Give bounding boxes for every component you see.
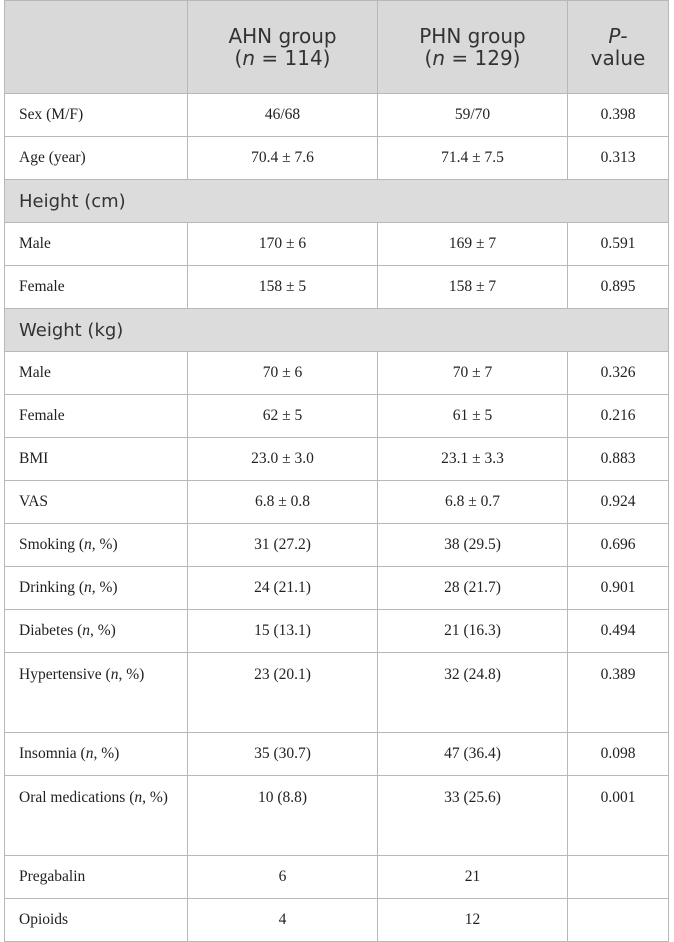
section-label: Weight (kg)	[5, 309, 669, 352]
row-label: Opioids	[5, 899, 188, 942]
ahn-value: 62 ± 5	[188, 395, 378, 438]
phn-value: 32 (24.8)	[378, 653, 568, 733]
ahn-value: 70.4 ± 7.6	[188, 137, 378, 180]
table-row	[5, 395, 669, 438]
p-value: 0.098	[568, 733, 669, 776]
row-label: Oral medications (n, %)	[5, 776, 188, 856]
header-blank	[5, 1, 188, 94]
table-header-row	[5, 1, 669, 94]
phn-value: 33 (25.6)	[378, 776, 568, 856]
header-ahn-group: AHN group (n = 114)	[188, 1, 378, 94]
row-label: BMI	[5, 438, 188, 481]
section-row-height	[5, 180, 669, 223]
row-label: Smoking (n, %)	[5, 524, 188, 567]
row-label: Sex (M/F)	[5, 94, 188, 137]
table-row	[5, 776, 669, 856]
ahn-value: 46/68	[188, 94, 378, 137]
row-label: Male	[5, 352, 188, 395]
table-row	[5, 223, 669, 266]
section-row-weight	[5, 309, 669, 352]
p-value: 0.326	[568, 352, 669, 395]
table-row	[5, 481, 669, 524]
row-label: Insomnia (n, %)	[5, 733, 188, 776]
ahn-value: 35 (30.7)	[188, 733, 378, 776]
phn-value: 28 (21.7)	[378, 567, 568, 610]
header-phn-group: PHN group (n = 129)	[378, 1, 568, 94]
ahn-value: 158 ± 5	[188, 266, 378, 309]
phn-value: 38 (29.5)	[378, 524, 568, 567]
table-row	[5, 137, 669, 180]
ahn-value: 70 ± 6	[188, 352, 378, 395]
phn-value: 70 ± 7	[378, 352, 568, 395]
p-value	[568, 899, 669, 942]
phn-value: 6.8 ± 0.7	[378, 481, 568, 524]
table-row	[5, 94, 669, 137]
ahn-value: 4	[188, 899, 378, 942]
phn-value: 169 ± 7	[378, 223, 568, 266]
row-label: Female	[5, 266, 188, 309]
ahn-value: 24 (21.1)	[188, 567, 378, 610]
row-label: Female	[5, 395, 188, 438]
ahn-value: 10 (8.8)	[188, 776, 378, 856]
p-value	[568, 856, 669, 899]
row-label: Hypertensive (n, %)	[5, 653, 188, 733]
ahn-value: 6	[188, 856, 378, 899]
ahn-value: 6.8 ± 0.8	[188, 481, 378, 524]
p-value: 0.591	[568, 223, 669, 266]
table-row	[5, 352, 669, 395]
p-value: 0.924	[568, 481, 669, 524]
p-value: 0.883	[568, 438, 669, 481]
p-value: 0.001	[568, 776, 669, 856]
row-label: Diabetes (n, %)	[5, 610, 188, 653]
section-label: Height (cm)	[5, 180, 669, 223]
p-value: 0.696	[568, 524, 669, 567]
table-row	[5, 653, 669, 733]
phn-value: 23.1 ± 3.3	[378, 438, 568, 481]
table-row	[5, 856, 669, 899]
phn-value: 59/70	[378, 94, 568, 137]
phn-value: 61 ± 5	[378, 395, 568, 438]
table-row	[5, 567, 669, 610]
phn-value: 71.4 ± 7.5	[378, 137, 568, 180]
table-row	[5, 610, 669, 653]
phn-value: 21 (16.3)	[378, 610, 568, 653]
header-p-value: P- value	[568, 1, 669, 94]
p-value: 0.313	[568, 137, 669, 180]
p-value: 0.389	[568, 653, 669, 733]
ahn-value: 31 (27.2)	[188, 524, 378, 567]
ahn-value: 15 (13.1)	[188, 610, 378, 653]
table-row	[5, 438, 669, 481]
characteristics-table	[4, 0, 669, 942]
ahn-value: 23 (20.1)	[188, 653, 378, 733]
p-value: 0.216	[568, 395, 669, 438]
p-value: 0.901	[568, 567, 669, 610]
row-label: Age (year)	[5, 137, 188, 180]
row-label: Drinking (n, %)	[5, 567, 188, 610]
phn-value: 47 (36.4)	[378, 733, 568, 776]
row-label: Pregabalin	[5, 856, 188, 899]
table-row	[5, 266, 669, 309]
table-row	[5, 899, 669, 942]
p-value: 0.398	[568, 94, 669, 137]
phn-value: 12	[378, 899, 568, 942]
ahn-value: 23.0 ± 3.0	[188, 438, 378, 481]
phn-value: 158 ± 7	[378, 266, 568, 309]
p-value: 0.494	[568, 610, 669, 653]
phn-value: 21	[378, 856, 568, 899]
row-label: Male	[5, 223, 188, 266]
table-row	[5, 733, 669, 776]
table-row	[5, 524, 669, 567]
row-label: VAS	[5, 481, 188, 524]
ahn-value: 170 ± 6	[188, 223, 378, 266]
p-value: 0.895	[568, 266, 669, 309]
